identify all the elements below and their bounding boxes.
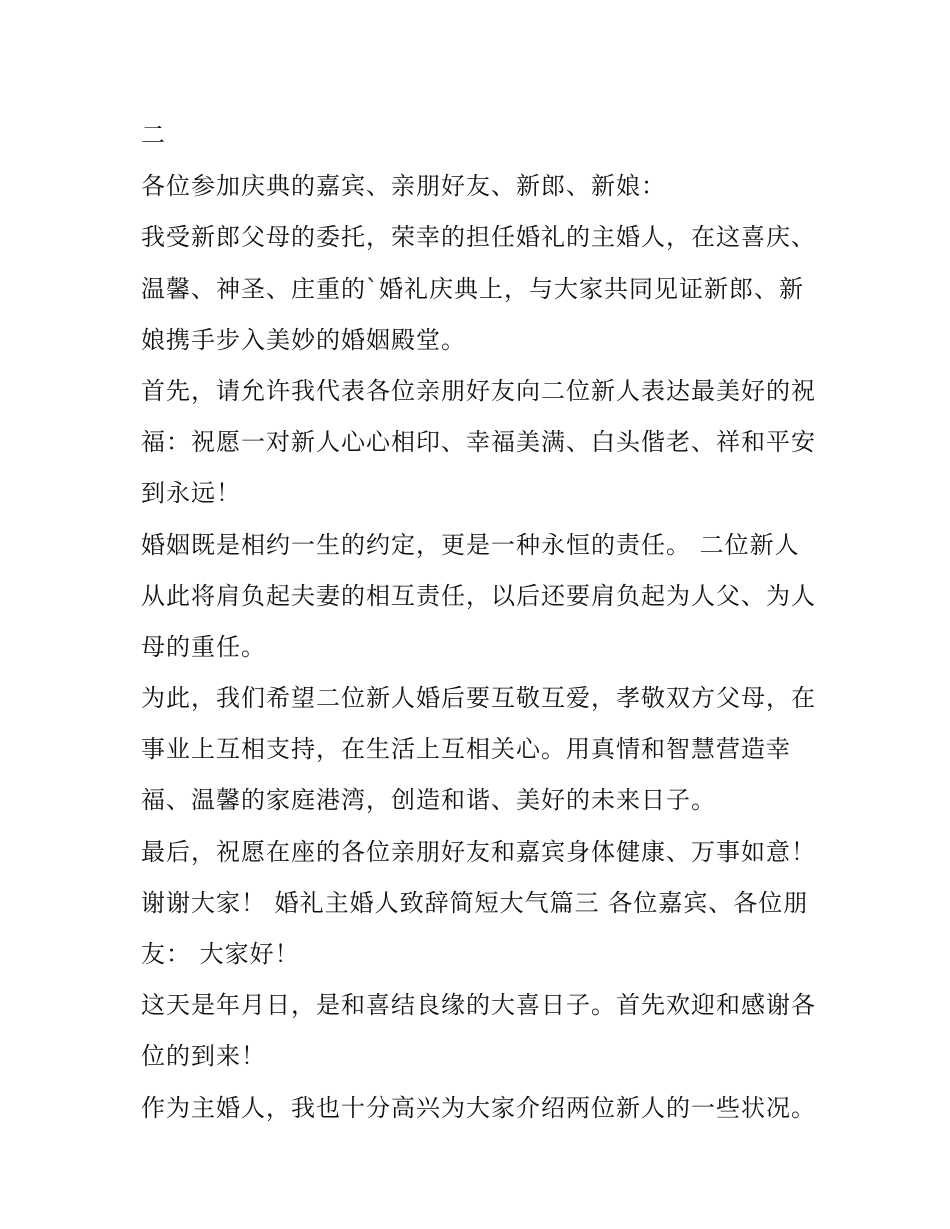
- text-line: 福、温馨的家庭港湾，创造和谐、美好的未来日子。: [141, 786, 716, 815]
- text-line: 母的重任。: [141, 632, 266, 661]
- text-line: 各位参加庆典的嘉宾、亲朋好友、新郎、新娘：: [141, 172, 666, 201]
- text-line: 婚姻既是相约一生的约定，更是一种永恒的责任。 二位新人: [141, 530, 800, 559]
- text-line: 到永远！: [141, 479, 241, 508]
- text-line: 温馨、神圣、庄重的`婚礼庆典上，与大家共同见证新郎、新: [141, 274, 804, 303]
- text-line: 我受新郎父母的委托，荣幸的担任婚礼的主婚人，在这喜庆、: [141, 223, 816, 252]
- text-line: 友： 大家好！: [141, 940, 300, 968]
- text-line: 事业上互相支持，在生活上互相关心。用真情和智慧营造幸: [141, 735, 791, 764]
- text-line: 福：祝愿一对新人心心相印、幸福美满、白头偕老、祥和平安: [141, 428, 816, 457]
- text-line: 谢谢大家！ 婚礼主婚人致辞简短大气篇三 各位嘉宾、各位朋: [141, 888, 809, 917]
- text-line: 位的到来！: [141, 1042, 266, 1071]
- text-line: 二: [141, 121, 166, 149]
- text-line: 从此将肩负起夫妻的相互责任，以后还要肩负起为人父、为人: [141, 581, 816, 610]
- text-line: 作为主婚人，我也十分高兴为大家介绍两位新人的一些状况。: [141, 1093, 816, 1122]
- text-line: 这天是年月日，是和喜结良缘的大喜日子。首先欢迎和感谢各: [141, 991, 816, 1020]
- text-line: 为此，我们希望二位新人婚后要互敬互爱，孝敬双方父母，在: [141, 684, 816, 713]
- text-line: 首先，请允许我代表各位亲朋好友向二位新人表达最美好的祝: [141, 376, 816, 405]
- text-line: 最后，祝愿在座的各位亲朋好友和嘉宾身体健康、万事如意！: [141, 837, 816, 866]
- text-line: 娘携手步入美妙的婚姻殿堂。: [141, 325, 466, 354]
- document-body: [141, 110, 821, 1134]
